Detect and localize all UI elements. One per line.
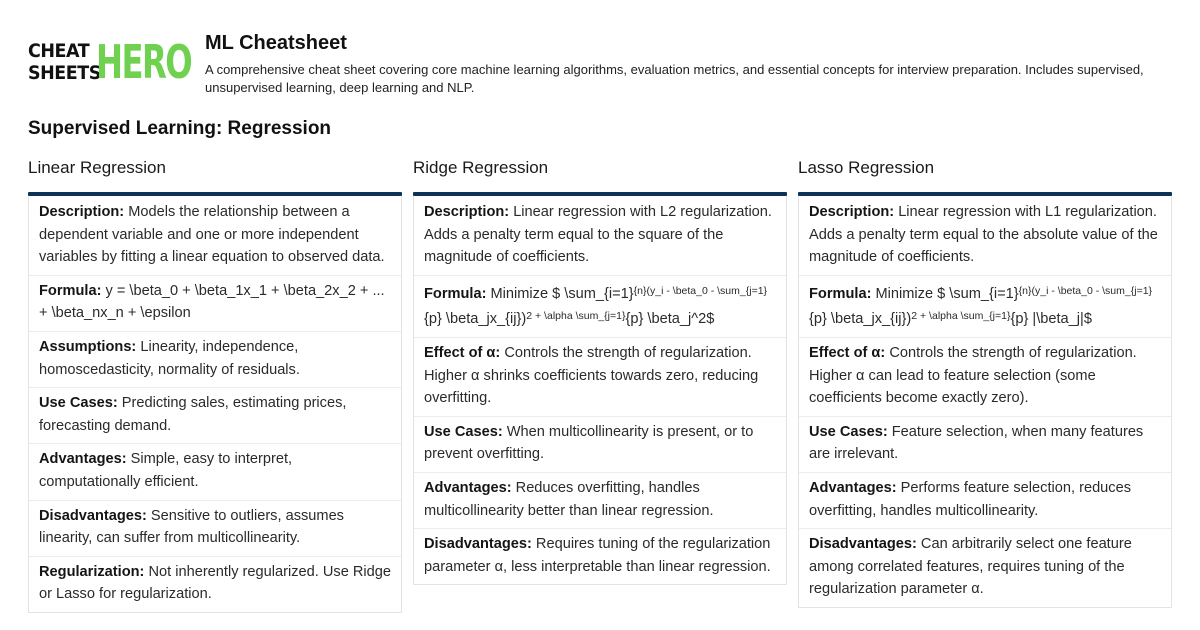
page-title: ML Cheatsheet [205,32,347,54]
card-list [28,196,402,613]
card-list [798,196,1172,608]
card-label: Formula: [809,285,872,302]
card-text: Controls the strength of regularization. Higher α can lead to feature selection (some coefficients become exactly zero). [809,344,1137,407]
column-title: Ridge Regression [413,158,549,177]
card-formula [799,275,1171,337]
card-label: Advantages: [424,479,512,496]
card-label: Formula: [424,285,487,302]
formula-superscript: {n}(y_i - \beta_0 - \sum_{j=1} [1018,284,1153,297]
card-text: Not inherently regularized. Use Ridge or Lasso for regularization. [39,563,392,603]
card-advantages [414,472,786,528]
formula-superscript: 2 + \alpha \sum_{j=1} [911,310,1011,323]
card-label: Regularization: [39,563,145,580]
card-formula [29,275,401,331]
card-text: Linearity, independence, homoscedasticity, normality of residuals. [39,338,300,378]
column-ridge-regression [413,156,787,585]
card-advantages [29,443,401,499]
card-label: Disadvantages: [39,507,147,524]
logo-line-cheat: CHEAT [28,40,90,62]
card-text: Simple, easy to interpret, computationally efficient. [39,451,293,490]
card-disadvantages [799,528,1171,607]
card-text: y = \beta_0 + \beta_1x_1 + \beta_2x_2 + ... + \beta_nx_n + \epsilon [39,282,385,322]
card-assumptions [29,331,401,387]
card-use-cases [414,416,786,472]
card-text: Feature selection, when many features are irrelevant. [809,423,1144,463]
formula-part: {p} \beta_j^2$ [625,311,715,328]
card-label: Advantages: [39,451,127,468]
column-title: Lasso Regression [798,158,935,177]
logo-hero: HERO [96,35,192,89]
card-formula [414,275,786,337]
card-text: Controls the strength of regularization. Higher α shrinks coefficients towards zero, reducing overfitting. [424,344,759,407]
column-linear-regression [28,156,402,613]
card-text: Linear regression with L1 regularization. Adds a penalty term equal to the absolute value of the magnitude of coefficients. [809,204,1158,266]
card-label: Formula: [39,282,102,299]
formula-part: {p} \beta_jx_{ij}) [809,311,912,328]
column-lasso-regression [798,156,1172,608]
card-text: When multicollinearity is present, or to prevent overfitting. [424,423,754,463]
card-label: Use Cases: [809,423,888,440]
card-effect-of-alpha [799,337,1171,416]
page-subtitle: A comprehensive cheat sheet covering core machine learning algorithms, evaluation metrics, and essential concepts for interview preparation. Includes supervised, unsupervised learning, deep learning and NLP. [205,62,1144,95]
card-text: Performs feature selection, reduces overfitting, handles multicollinearity. [809,479,1132,519]
formula-part: {p} |\beta_j|$ [1010,311,1092,328]
card-label: Effect of α: [424,344,501,361]
card-label: Description: [424,204,510,220]
formula-part: Minimize $ \sum_{i=1} [486,285,634,302]
formula-part: Minimize $ \sum_{i=1} [871,285,1019,302]
card-list [413,196,787,585]
card-label: Advantages: [809,479,897,496]
card-advantages [799,472,1171,528]
card-text: Requires tuning of the regularization parameter α, less interpretable than linear regression. [424,536,771,575]
card-label: Description: [809,204,895,220]
logo-line-sheets: SHEETS [28,62,101,84]
cheatsheets-hero-logo[interactable] [28,35,192,89]
card-text: Reduces overfitting, handles multicollinearity better than linear regression. [424,479,714,519]
card-label: Assumptions: [39,338,137,355]
card-label: Use Cases: [39,395,118,412]
card-disadvantages [414,528,786,584]
card-text: Linear regression with L2 regularization. Adds a penalty term equal to the square of the magnitude of coefficients. [424,204,772,266]
card-use-cases [29,387,401,443]
card-effect-of-alpha [414,337,786,416]
card-disadvantages [29,500,401,556]
card-label: Disadvantages: [809,536,917,553]
card-description [29,196,401,275]
section-title: Supervised Learning: Regression [28,118,332,139]
card-regularization [29,556,401,612]
card-description [799,196,1171,275]
formula-superscript: 2 + \alpha \sum_{j=1} [526,310,626,323]
formula-part: {p} \beta_jx_{ij}) [424,311,527,328]
logo-wordmark [28,40,101,84]
card-use-cases [799,416,1171,472]
card-label: Disadvantages: [424,536,532,553]
card-text: Predicting sales, estimating prices, forecasting demand. [39,395,347,434]
column-title: Linear Regression [28,158,166,177]
card-text: Sensitive to outliers, assumes linearity, can suffer from multicollinearity. [39,507,344,547]
card-description [414,196,786,275]
card-label: Use Cases: [424,423,503,440]
page-header [28,32,1178,102]
card-text: Models the relationship between a dependent variable and one or more independent variables by fitting a linear equation to observed data. [39,204,385,266]
card-label: Description: [39,204,125,220]
card-text: Can arbitrarily select one feature among correlated features, requires tuning of the regularization parameter α. [809,536,1132,598]
card-label: Effect of α: [809,344,886,361]
formula-superscript: {n}(y_i - \beta_0 - \sum_{j=1} [633,284,768,297]
